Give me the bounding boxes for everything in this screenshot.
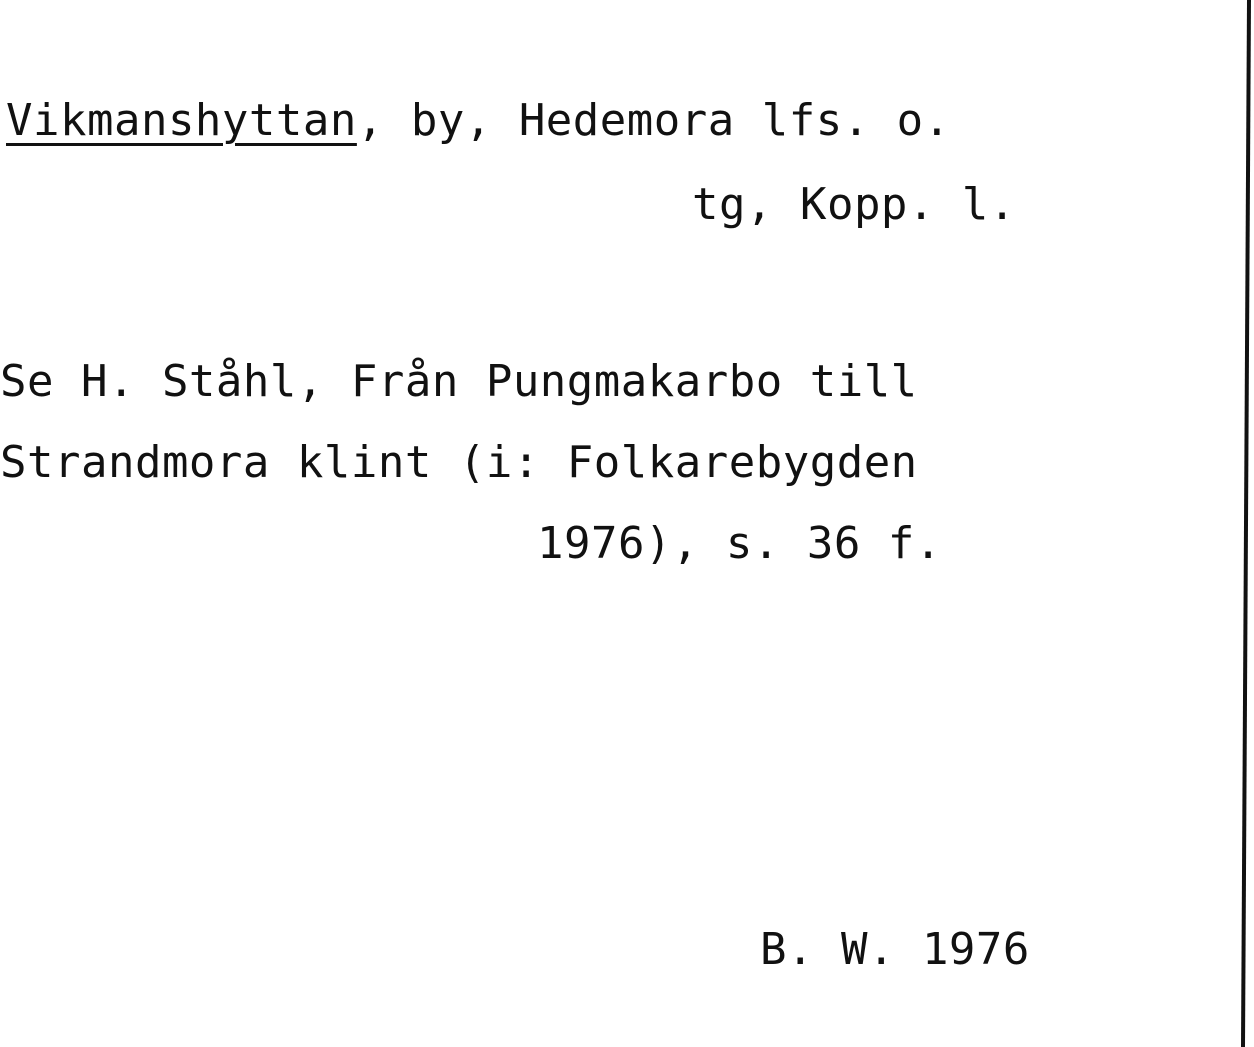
heading-continuation: tg, Kopp. l. [692,179,1016,230]
headword: Vikmanshyttan [6,95,357,146]
reference-line-1: Se H. Ståhl, Från Pungmakarbo till [0,356,918,407]
card-edge-line [1227,0,1253,1047]
signature: B. W. 1976 [760,924,1030,975]
card-heading [6,95,951,146]
reference-line-2: Strandmora klint (i: Folkarebygden [0,437,918,488]
reference-line-3: 1976), s. 36 f. [537,518,942,569]
heading-details: , by, Hedemora lfs. o. [356,95,951,146]
